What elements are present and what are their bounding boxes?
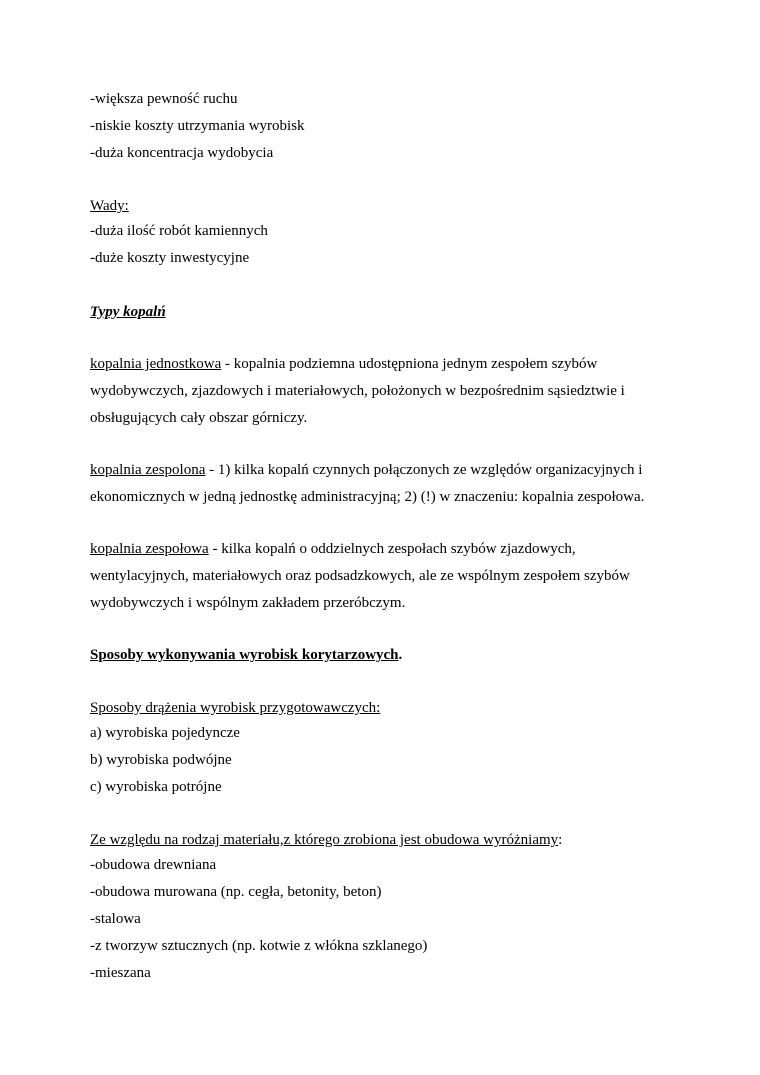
lining-material-item: -z tworzyw sztucznych (np. kotwie z włókna szklanego)	[90, 938, 428, 954]
single-mine-text: - kopalnia podziemna udostępniona jednym zespołem szybów	[221, 356, 598, 372]
disadvantage-item: -duże koszty inwestycyjne	[90, 250, 250, 266]
single-mine-text: obsługujących cały obszar górniczy.	[90, 410, 308, 426]
corridor-methods-suffix: .	[398, 647, 403, 663]
advantage-item: -duża koncentracja wydobycia	[90, 145, 274, 161]
advantage-item: -niskie koszty utrzymania wyrobisk	[90, 118, 305, 134]
lining-material-item: -obudowa murowana (np. cegła, betonity, beton)	[90, 884, 382, 900]
drilling-methods-heading: Sposoby drążenia wyrobisk przygotowawczych:	[90, 700, 381, 716]
mine-types-heading: Typy kopalń	[90, 304, 166, 320]
combined-mine-text: ekonomicznych w jedną jednostkę administracyjną; 2) (!) w znaczeniu: kopalnia zespołowa.	[90, 489, 645, 505]
combined-mine-text: - 1) kilka kopalń czynnych połączonych ze względów organizacyjnych i	[205, 462, 643, 478]
drilling-method-item: b) wyrobiska podwójne	[90, 752, 232, 768]
group-mine-definition	[90, 540, 576, 558]
single-mine-term: kopalnia jednostkowa	[90, 356, 222, 372]
lining-material-suffix: :	[558, 832, 563, 848]
lining-material-title: Ze względu na rodzaj materiału,z którego zrobiona jest obudowa wyróżniamy	[90, 832, 559, 848]
advantage-item: -większa pewność ruchu	[90, 91, 238, 107]
lining-material-heading	[90, 831, 562, 849]
drilling-method-item: a) wyrobiska pojedyncze	[90, 725, 240, 741]
disadvantage-item: -duża ilość robót kamiennych	[90, 223, 268, 239]
group-mine-text: wentylacyjnych, materiałowych oraz podsadzkowych, ale ze wspólnym zespołem szybów	[90, 568, 630, 584]
single-mine-definition	[90, 355, 597, 373]
lining-material-item: -stalowa	[90, 911, 141, 927]
combined-mine-term: kopalnia zespolona	[90, 462, 206, 478]
group-mine-text: - kilka kopalń o oddzielnych zespołach szybów zjazdowych,	[208, 541, 576, 557]
lining-material-item: -mieszana	[90, 965, 151, 981]
combined-mine-definition	[90, 461, 642, 479]
lining-material-item: -obudowa drewniana	[90, 857, 217, 873]
single-mine-text: wydobywczych, zjazdowych i materiałowych, położonych w bezpośrednim sąsiedztwie i	[90, 383, 625, 399]
group-mine-text: wydobywczych i wspólnym zakładem przeróbczym.	[90, 595, 406, 611]
drilling-method-item: c) wyrobiska potrójne	[90, 779, 222, 795]
group-mine-term: kopalnia zespołowa	[90, 541, 209, 557]
corridor-methods-heading	[90, 646, 402, 664]
corridor-methods-title: Sposoby wykonywania wyrobisk korytarzowych	[90, 647, 399, 663]
disadvantages-heading: Wady:	[90, 198, 129, 214]
